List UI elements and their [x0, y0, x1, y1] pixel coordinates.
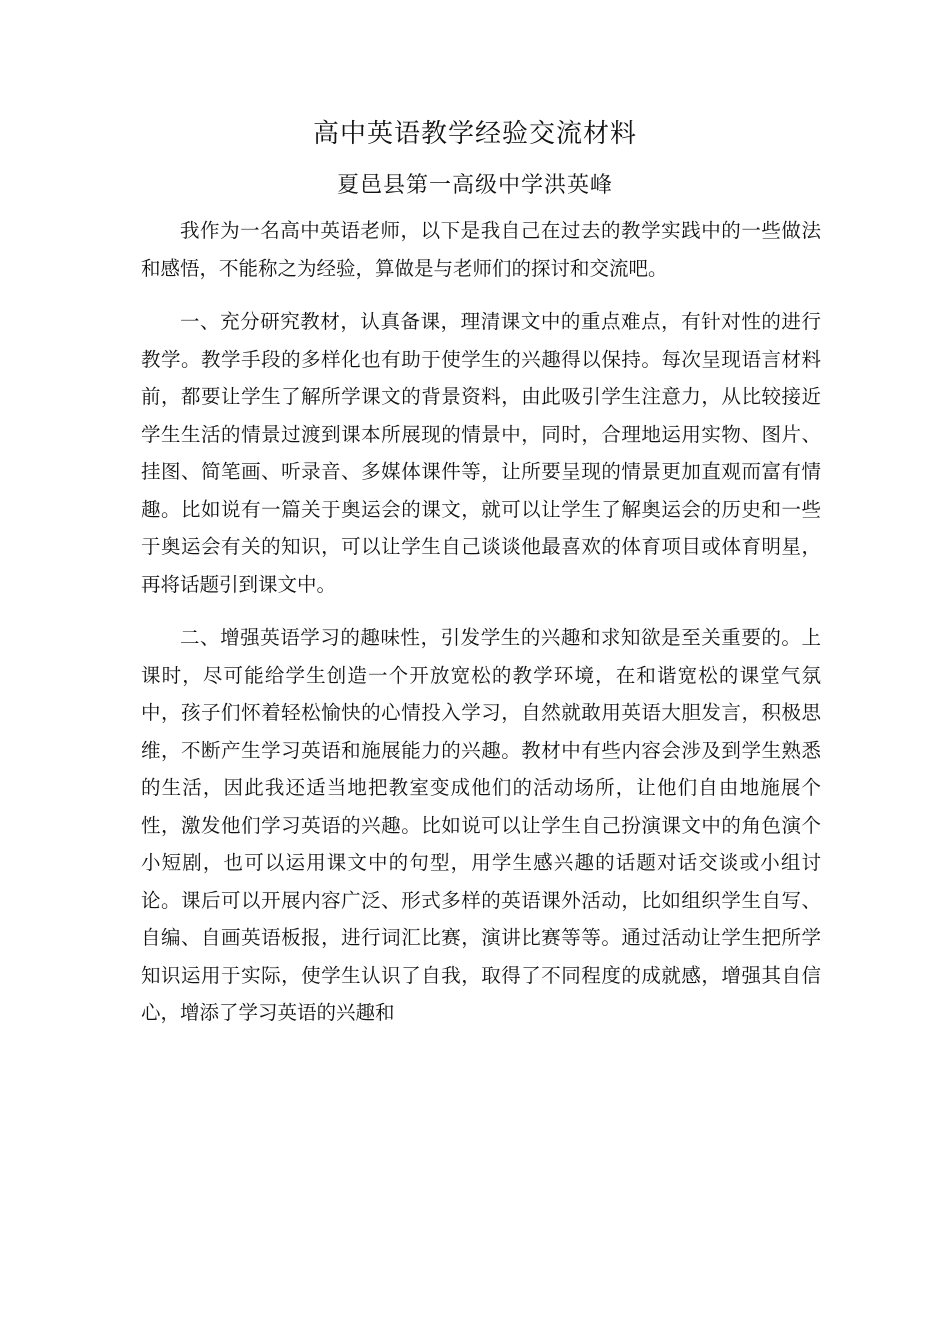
paragraph-section-one: 一、充分研究教材，认真备课，理清课文中的重点难点，有针对性的进行教学。教学手段的多样化也有助于使学生的兴趣得以保持。每次呈现语言材料前，都要让学生了解所学课文的背景资料，由此吸引学生注意力，从比较接近学生生活的情景过渡到课本所展现的情景中，同时，合理地运用实物、图片、挂图、简笔画、听录音、多媒体课件等，让所要呈现的情景更加直观而富有情趣。比如说有一篇关于奥运会的课文，就可以让学生了解奥运会的历史和一些于奥运会有关的知识，可以让学生自己谈谈他最喜欢的体育项目或体育明星，再将话题引到课文中。	[141, 310, 821, 596]
document-title: 高中英语教学经验交流材料	[312, 119, 637, 149]
document-author-line: 夏邑县第一高级中学洪英峰	[336, 173, 613, 198]
document-body	[141, 212, 821, 1048]
paragraph-intro: 我作为一名高中英语老师，以下是我自己在过去的教学实践中的一些做法和感悟，不能称之为经验，算做是与老师们的探讨和交流吧。	[141, 219, 821, 280]
paragraph-section-two: 二、增强英语学习的趣味性，引发学生的兴趣和求知欲是至关重要的。上课时，尽可能给学生创造一个开放宽松的教学环境，在和谐宽松的课堂气氛中，孩子们怀着轻松愉快的心情投入学习，自然就敢用英语大胆发言，积极思维，不断产生学习英语和施展能力的兴趣。教材中有些内容会涉及到学生熟悉的生活，因此我还适当地把教室变成他们的活动场所，让他们自由地施展个性，激发他们学习英语的兴趣。比如说可以让学生自己扮演课文中的角色演个小短剧，也可以运用课文中的句型，用学生感兴趣的话题对话交谈或小组讨论。课后可以开展内容广泛、形式多样的英语课外活动，比如组织学生自写、自编、自画英语板报，进行词汇比赛，演讲比赛等等。通过活动让学生把所学知识运用于实际，使学生认识了自我，取得了不同程度的成就感，增强其自信心，增添了学习英语的兴趣和	[141, 626, 821, 1024]
